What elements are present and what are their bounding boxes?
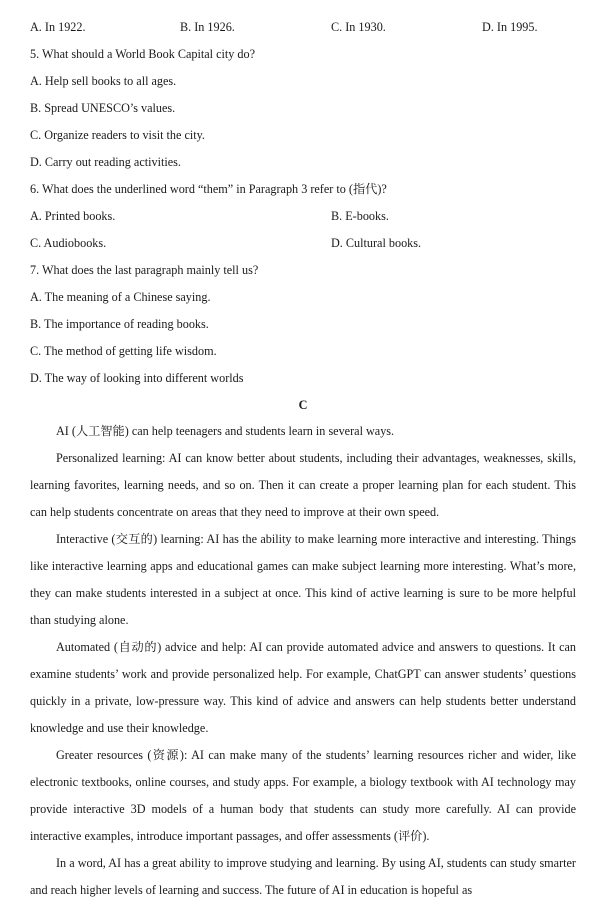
passage-paragraph-2 [30, 445, 576, 526]
q6-option-a: A. Printed books. [30, 209, 116, 223]
q7-option-a: A. The meaning of a Chinese saying. [30, 290, 211, 304]
paragraph-text: In a word, AI has a great ability to improve studying and learning. By using AI, students can study smarter and reach higher levels of learning and success. The future of AI in education is hopeful as [30, 856, 576, 897]
q7-option-c: C. The method of getting life wisdom. [30, 344, 217, 358]
q6-stem: 6. What does the underlined word “them” in Paragraph 3 refer to (指代)? [30, 182, 387, 196]
q7-option-b: B. The importance of reading books. [30, 317, 209, 331]
passage-paragraph-3 [30, 526, 576, 634]
paragraph-text: Greater resources (资源): AI can make many of the students’ learning resources richer and wider, like electronic textbooks, online courses, and study apps. For example, a biology textbook with AI technology may provide interactive 3D models of a human body that students can study more carefully. AI can provide interactive examples, introduce important passages, and offer assessments (评价). [30, 748, 576, 843]
passage-paragraph-4 [30, 634, 576, 742]
q5-option-c: C. Organize readers to visit the city. [30, 128, 205, 142]
q4-option-a: A. In 1922. [30, 20, 86, 34]
q5-option-b: B. Spread UNESCO’s values. [30, 101, 176, 115]
paragraph-text: Personalized learning: AI can know better about students, including their advantages, weaknesses, skills, learning favorites, learning needs, and so on. Then it can create a proper learning plan for each student. This can help students concentrate on areas that they need to improve at their own speed. [30, 451, 576, 519]
paragraph-text: AI (人工智能) can help teenagers and students learn in several ways. [56, 424, 395, 438]
paragraph-text: Interactive (交互的) learning: AI has the ability to make learning more interactive and interesting. Things like interactive learning apps and educational games can make subject learning more interesting. What’s more, they can make students interested in a subject at once. This kind of active learning is sure to be more helpful than studying alone. [30, 532, 576, 627]
q7-stem: 7. What does the last paragraph mainly tell us? [30, 263, 259, 277]
section-title: C [298, 398, 308, 412]
passage-paragraph-5 [30, 742, 576, 850]
q6-option-b: B. E-books. [331, 209, 389, 223]
q6-option-c: C. Audiobooks. [30, 236, 107, 250]
q5-stem: 5. What should a World Book Capital city do? [30, 47, 256, 61]
passage-paragraph-1 [30, 418, 576, 445]
passage-paragraph-6 [30, 850, 576, 904]
paragraph-text: Automated (自动的) advice and help: AI can provide automated advice and answers to questions. It can examine students’ work and provide personalized help. For example, ChatGPT can answer students’ questions quickly in a private, low-pressure way. This kind of advice and answers can help students better understand knowledge and use their knowledge. [30, 640, 576, 735]
q5-option-a: A. Help sell books to all ages. [30, 74, 177, 88]
q6-option-d: D. Cultural books. [331, 236, 422, 250]
q7-option-d: D. The way of looking into different worlds [30, 371, 244, 385]
q4-option-d: D. In 1995. [482, 20, 538, 34]
q4-option-c: C. In 1930. [331, 20, 386, 34]
q4-option-b: B. In 1926. [180, 20, 235, 34]
q5-option-d: D. Carry out reading activities. [30, 155, 181, 169]
